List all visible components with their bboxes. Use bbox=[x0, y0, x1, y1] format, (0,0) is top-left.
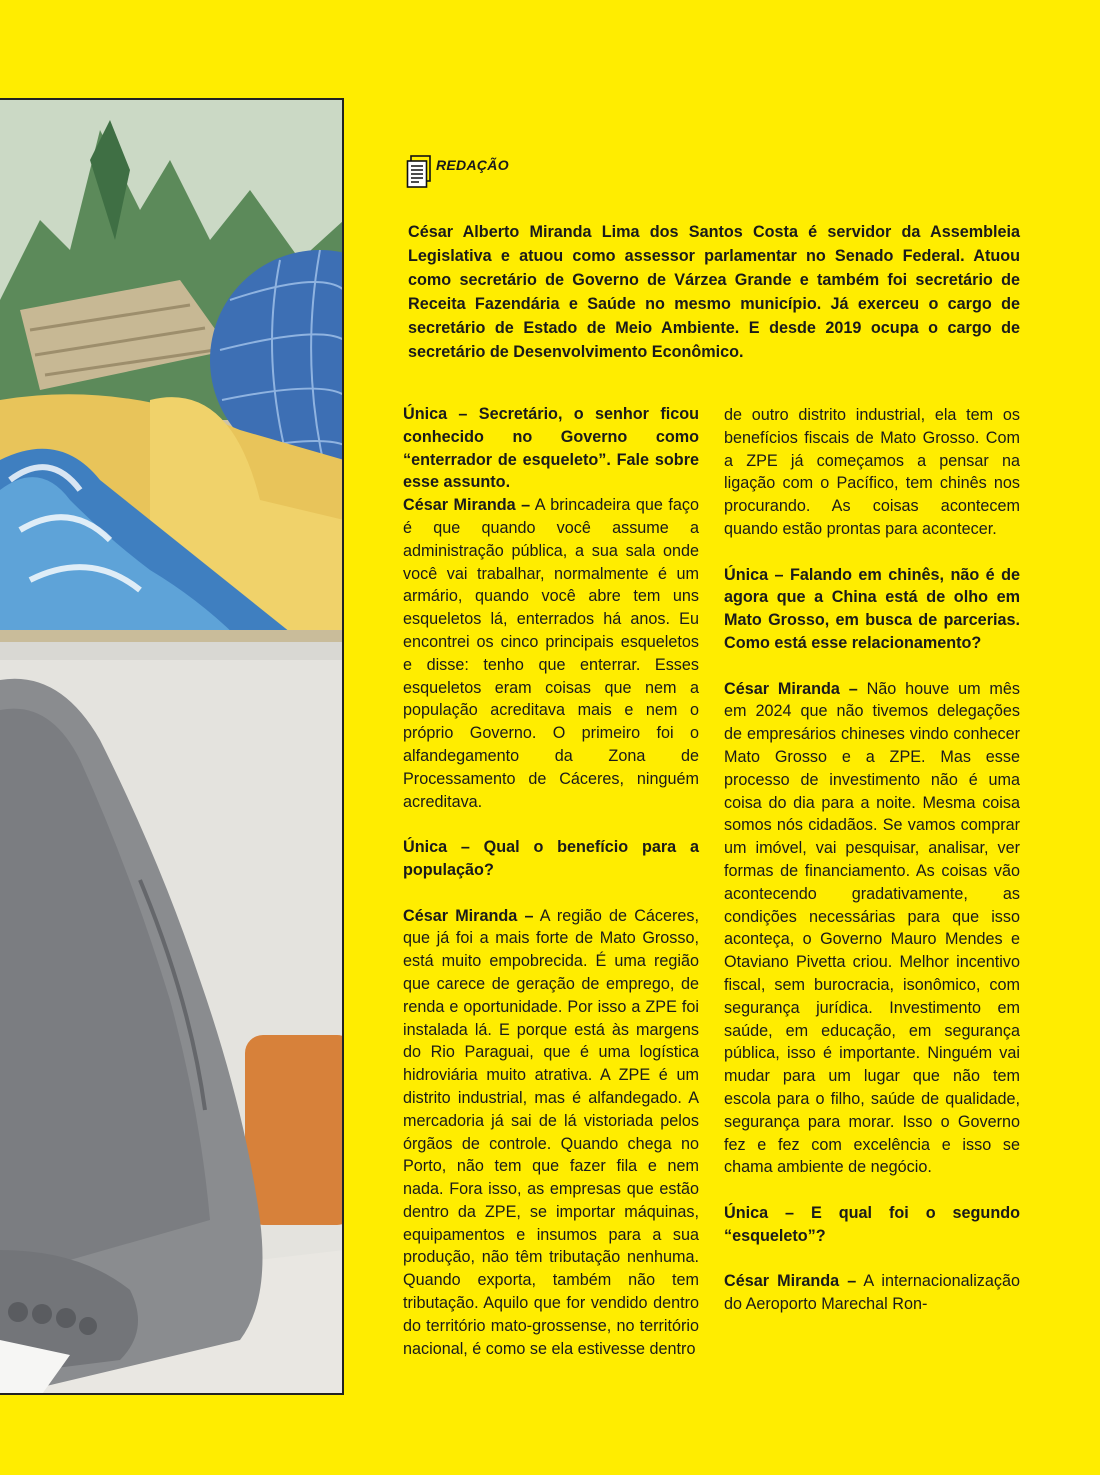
section-tag bbox=[406, 154, 509, 190]
answer-1-speaker: César Miranda – bbox=[403, 496, 531, 515]
document-icon bbox=[406, 155, 432, 189]
answer-3-text: Não houve um mês em 2024 que não tivemos delegações de empresários chineses vindo conhecer Mato Grosso e a ZPE. Mas esse processo de investimento não é uma coisa do dia para a noite. Mesma coisa somos nós cidadãos. Se vamos comprar um imóvel, vai pesquisar, analisar, ver formas de financiamento. As coisas vão acontecendo gradativamente, as condições necessárias para que isso aconteça, o Governo Mauro Mendes e Otaviano Pivetta criou. Melhor incentivo fiscal, sem burocracia, isonômico, com segurança jurídica. Investimento em saúde, em educação, em segurança pública, isso é importante. Ninguém vai mudar para um lugar que não tem escola para o filho, saúde de qualidade, segurança para morar. Isso o Governo fez e fez com excelência e isso se chama ambiente de negócio. bbox=[724, 679, 1021, 1177]
answer-4 bbox=[724, 1270, 1020, 1316]
answer-1-text: A brincadeira que faço é que quando você assume a administração pública, a sua sala onde você vai trabalhar, normalmente é um armário, quando você abre tem uns esqueletos lá, enterrados há anos. Eu encontrei os cinco principais esqueletos e disse: tenho que enterrar. Esses esqueletos eram coisas que nem a população acreditava mais e nem o próprio Governo. O primeiro foi o alfandegamento da Zona de Processamento de Cáceres, ninguém acreditava. bbox=[403, 496, 700, 811]
answer-2-continued: de outro distrito industrial, ela tem os benefícios fiscais de Mato Grosso. Com a ZPE já começamos a pensar na ligação com o Pacífico, tem chinês nos procurando. As coisas acontecem quando estão prontas para acontecer. bbox=[724, 406, 1020, 538]
answer-4-speaker: César Miranda – bbox=[724, 1272, 857, 1291]
article-column-right bbox=[724, 404, 1020, 1316]
question-3: Única – Falando em chinês, não é de agora que a China está de olho em Mato Grosso, em busca de parcerias. Como está esse relacionamento? bbox=[724, 565, 1020, 652]
intro-paragraph: César Alberto Miranda Lima dos Santos Costa é servidor da Assembleia Legislativa e atuou como assessor parlamentar no Senado Federal. Atuou como secretário de Governo de Várzea Grande e também foi secretário de Receita Fazendária e Saúde no mesmo município. Já exerceu o cargo de secretário de Estado de Meio Ambiente. E desde 2019 ocupa o cargo de secretário de Desenvolvimento Econômico. bbox=[408, 223, 1020, 361]
answer-2-speaker: César Miranda – bbox=[403, 906, 534, 925]
answer-3-speaker: César Miranda – bbox=[724, 679, 858, 698]
intro-block bbox=[408, 220, 1020, 364]
question-4: Única – E qual foi o segundo “esqueleto”? bbox=[724, 1203, 1020, 1245]
answer-1 bbox=[403, 494, 699, 813]
photo-illustration bbox=[0, 100, 344, 1395]
interview-photo bbox=[0, 98, 344, 1395]
article-column-left bbox=[403, 403, 699, 1360]
answer-3 bbox=[724, 678, 1020, 1180]
question-1: Única – Secretário, o senhor ficou conhecido no Governo como “enterrador de esqueleto”. Fale sobre esse assunto. bbox=[403, 405, 699, 492]
answer-2-text: A região de Cáceres, que já foi a mais forte de Mato Grosso, está muito empobrecida. É uma região que carece de geração de emprego, de renda e oportunidade. Por isso a ZPE foi instalada lá. E porque está às margens do Rio Paraguai, que é uma logística hidroviária muito atrativa. A ZPE é um distrito industrial, mas é alfandegado. A mercadoria já sai de lá vistoriada pelos órgãos de controle. Quando chega no Porto, não tem que fazer fila e nem nada. Fora isso, as empresas que estão dentro da ZPE, se importar máquinas, equipamentos e insumos para a sua produção, não têm tributação nenhuma. Quando exporta, também não tem tributação. Aquilo que for vendido dentro do território mato-grossense, no território nacional, é como se ela estivesse dentro bbox=[403, 906, 699, 1358]
question-2: Única – Qual o benefício para a população? bbox=[403, 838, 699, 879]
section-label: REDAÇÃO bbox=[436, 157, 509, 173]
answer-4-text: A internacionalização do Aeroporto Marechal Ron- bbox=[724, 1272, 1020, 1314]
answer-2 bbox=[403, 905, 699, 1361]
